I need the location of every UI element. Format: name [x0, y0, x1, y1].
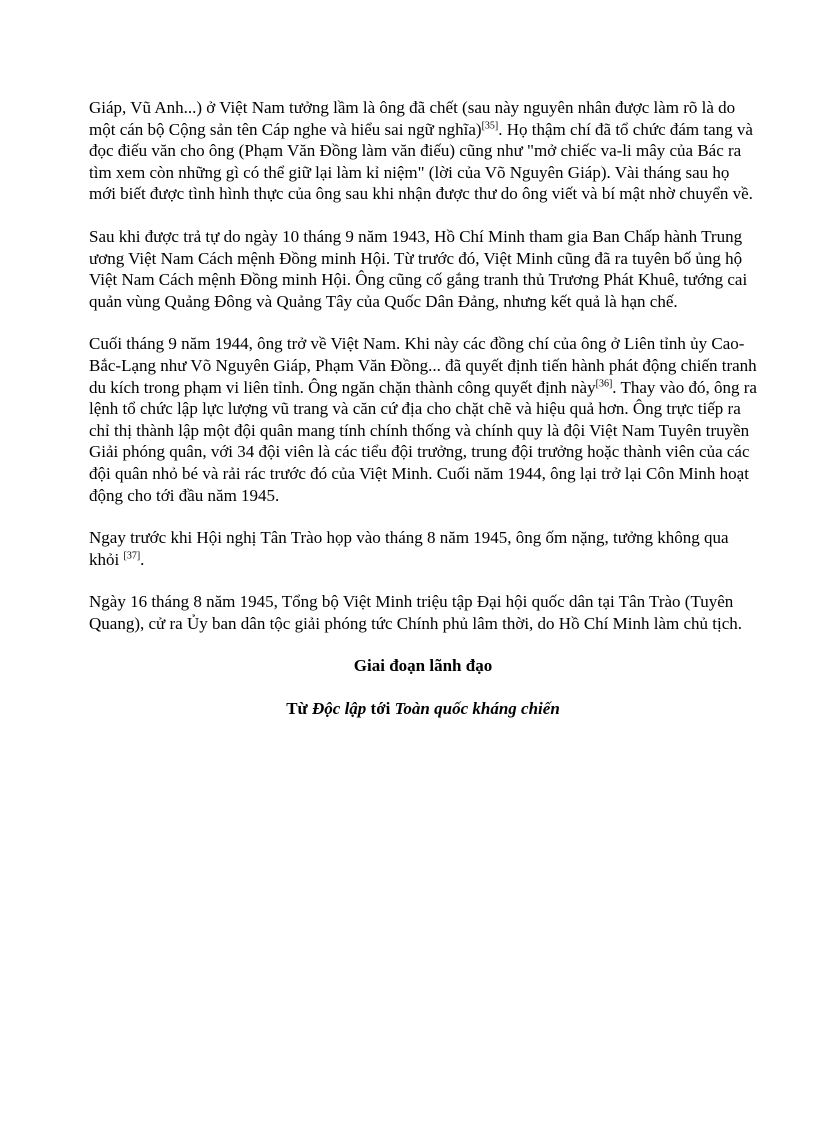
subheading-italic-2: Toàn quốc kháng chiến: [394, 699, 560, 719]
paragraph-3-text-a: Cuối tháng 9 năm 1944, ông trở về Việt Nam. Khi này các đồng chí của ông ở Liên tỉnh ủy Cao-Bắc-Lạng như Võ Nguyên Giáp, Phạm Văn Đồng... đã quyết định tiến hành phát động chiến tranh du kích trong phạm vi liên tỉnh. Ông ngăn chặn thành công quyết định này: [89, 334, 757, 397]
subsection-heading: [89, 698, 757, 720]
citation-35[interactable]: [35]: [481, 119, 499, 131]
paragraph-2: Sau khi được trả tự do ngày 10 tháng 9 năm 1943, Hồ Chí Minh tham gia Ban Chấp hành Trung ương Việt Nam Cách mệnh Đồng minh Hội. Từ trước đó, Việt Minh cũng đã ra tuyên bố ủng hộ Việt Nam Cách mệnh Đồng minh Hội. Ông cũng cố gắng tranh thủ Trương Phát Khuê, tướng cai quản vùng Quảng Đông và Quảng Tây của Quốc Dân Đảng, nhưng kết quả là hạn chế.: [89, 226, 748, 311]
paragraph-1: [89, 97, 757, 205]
subheading-italic-1: Độc lập: [312, 699, 367, 719]
paragraph-3: [89, 333, 757, 506]
citation-37[interactable]: [37]: [123, 550, 141, 562]
paragraph-4-text-b: .: [140, 549, 145, 569]
paragraph-3-text-b: . Thay vào đó, ông ra lệnh tổ chức lập lực lượng vũ trang và căn cứ địa cho chặt chẽ và hiệu quả hơn. Ông trực tiếp ra chỉ thị thành lập một đội quân mang tính chính thống và chính quy là đội Việt Nam Tuyên truyền Giải phóng quân, với 34 đội viên là các tiểu đội trưởng, trung đội trưởng hoặc thành viên của các đội quân nhỏ bé và rải rác trước đó của Việt Minh. Cuối năm 1944, ông lại trở lại Côn Minh hoạt động cho tới đầu năm 1945.: [89, 377, 757, 505]
paragraph-5: Ngày 16 tháng 8 năm 1945, Tổng bộ Việt Minh triệu tập Đại hội quốc dân tại Tân Trào (Tuyên Quang), cử ra Ủy ban dân tộc giải phóng tức Chính phủ lâm thời, do Hồ Chí Minh làm chủ tịch.: [89, 592, 743, 633]
citation-36[interactable]: [36]: [595, 377, 613, 389]
paragraph-4-text-a: Ngay trước khi Hội nghị Tân Trào họp vào tháng 8 năm 1945, ông ốm nặng, tưởng không qua khỏi: [89, 528, 729, 569]
paragraph-1-text-b: . Họ thậm chí đã tổ chức đám tang và đọc điếu văn cho ông (Phạm Văn Đồng làm văn điếu) cũng như "mở chiếc va-li mây của Bác ra tìm xem còn những gì có thể giữ lại làm kỉ niệm" (lời của Võ Nguyên Giáp). Vài tháng sau họ mới biết được tình hình thực của ông sau khi nhận được thư do ông viết và bí mật nhờ chuyển về.: [89, 119, 753, 204]
document-body: [89, 97, 757, 720]
subheading-middle: tới: [366, 699, 395, 719]
paragraph-4: [89, 527, 757, 570]
section-heading: Giai đoạn lãnh đạo: [353, 656, 493, 676]
subheading-prefix: Từ: [286, 699, 312, 719]
paragraph-1-text-a: Giáp, Vũ Anh...) ở Việt Nam tưởng lầm là ông đã chết (sau này nguyên nhân được làm rõ là do một cán bộ Cộng sản tên Cáp nghe và hiểu sai ngữ nghĩa): [89, 98, 736, 139]
